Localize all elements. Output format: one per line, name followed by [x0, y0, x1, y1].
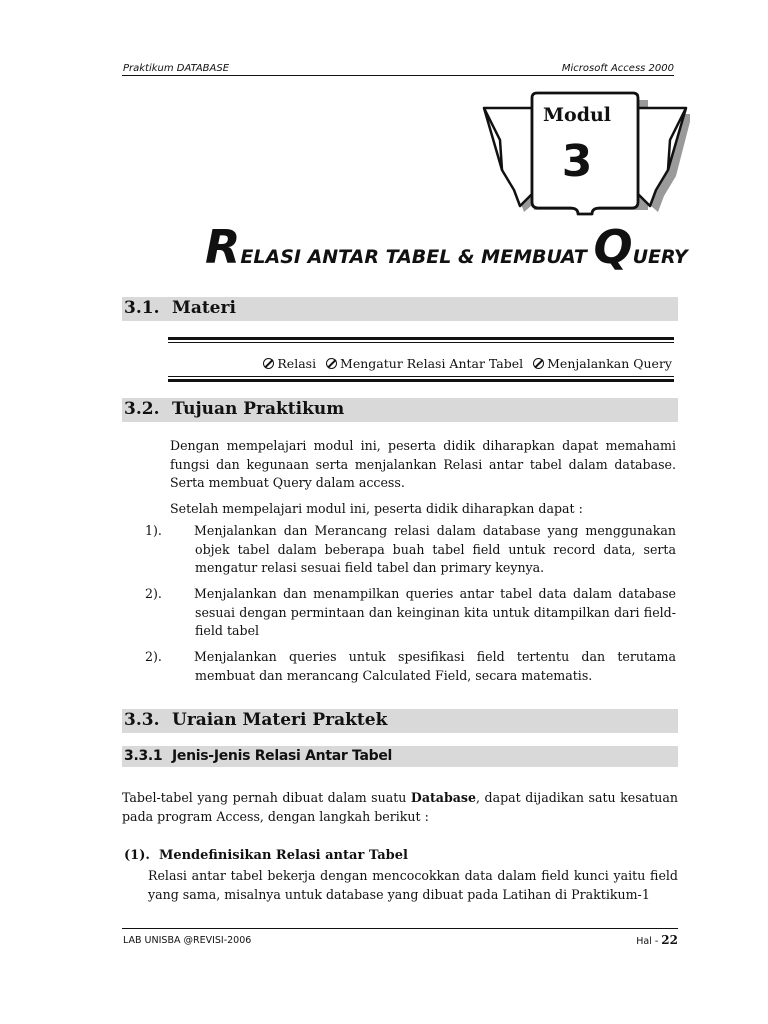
bullet-icon — [326, 358, 337, 369]
title-part-1: ELASI ANTAR TABEL & MEMBUAT — [240, 246, 594, 268]
title-part-2: UERY — [632, 246, 688, 268]
page-number: 22 — [661, 933, 678, 947]
section-title-tujuan: Tujuan Praktikum — [172, 399, 345, 419]
topics-rule-bottom-thin — [168, 376, 674, 377]
list-item: 2). Menjalankan queries untuk spesifikasi field tertentu dan terutama membuat dan merancang Calculated Field, secara matematis. — [145, 649, 676, 683]
header-rule — [122, 75, 674, 76]
header-left: Praktikum DATABASE — [123, 63, 230, 74]
step-title: Mendefinisikan Relasi antar Tabel — [158, 848, 408, 863]
section-title-uraian: Uraian Materi Praktek — [172, 710, 388, 730]
modul-number: 3 — [561, 136, 593, 187]
page-label: Hal - — [636, 936, 662, 947]
section-number-materi: 3.1. — [124, 298, 160, 318]
footer-left: LAB UNISBA @REVISI-2006 — [123, 935, 252, 946]
topic-item: Mengatur Relasi Antar Tabel — [326, 356, 523, 371]
list-item: 2). Menjalankan dan menampilkan queries antar tabel data dalam database sesuai dengan permintaan dan keinginan kita untuk ditampilkan dari field-field tabel — [145, 586, 676, 638]
database-term: Database — [410, 790, 477, 805]
topics-list — [168, 356, 672, 371]
body-paragraph-2: Relasi antar tabel bekerja dengan mencocokkan data dalam field kunci yaitu field yang sama, misalnya untuk database yang dibuat pada Latihan di Praktikum-1 — [148, 868, 678, 902]
chapter-title — [205, 220, 688, 274]
topics-rule-bottom — [168, 379, 674, 382]
tujuan-lead: Setelah mempelajari modul ini, peserta didik diharapkan dapat : — [170, 501, 583, 516]
footer-rule — [122, 928, 678, 929]
title-cap-2: Q — [593, 220, 633, 274]
tujuan-intro: Dengan mempelajari modul ini, peserta didik diharapkan dapat memahami fungsi dan kegunaan serta menjalankan Relasi antar tabel dalam database. Serta membuat Query dalam access. — [170, 438, 676, 490]
step-heading — [124, 848, 408, 863]
section-title-materi: Materi — [172, 298, 236, 318]
modul-label: Modul — [542, 104, 612, 126]
title-cap-1: R — [205, 220, 241, 274]
topic-item: Relasi — [263, 356, 316, 371]
subsection-title: Jenis-Jenis Relasi Antar Tabel — [172, 748, 393, 764]
step-number: (1). — [124, 848, 150, 863]
topics-rule-top — [168, 337, 674, 340]
topic-item: Menjalankan Query — [533, 356, 672, 371]
section-number-uraian: 3.3. — [124, 710, 160, 730]
list-item: 1). Menjalankan dan Merancang relasi dalam database yang menggunakan objek tabel dalam beberapa buah tabel field untuk record data, serta mengatur relasi sesuai field tabel dan primary keynya. — [145, 523, 676, 575]
body-paragraph-1: Tabel-tabel yang pernah dibuat dalam suatu Database, dapat dijadikan satu kesatuan pada program Access, dengan langkah berikut : — [122, 790, 678, 824]
topics-rule-top-thin — [168, 342, 674, 343]
section-number-tujuan: 3.2. — [124, 399, 160, 419]
header-right: Microsoft Access 2000 — [561, 63, 674, 74]
subsection-number: 3.3.1 — [124, 748, 163, 764]
bullet-icon — [263, 358, 274, 369]
bullet-icon — [533, 358, 544, 369]
footer-page — [636, 933, 678, 947]
